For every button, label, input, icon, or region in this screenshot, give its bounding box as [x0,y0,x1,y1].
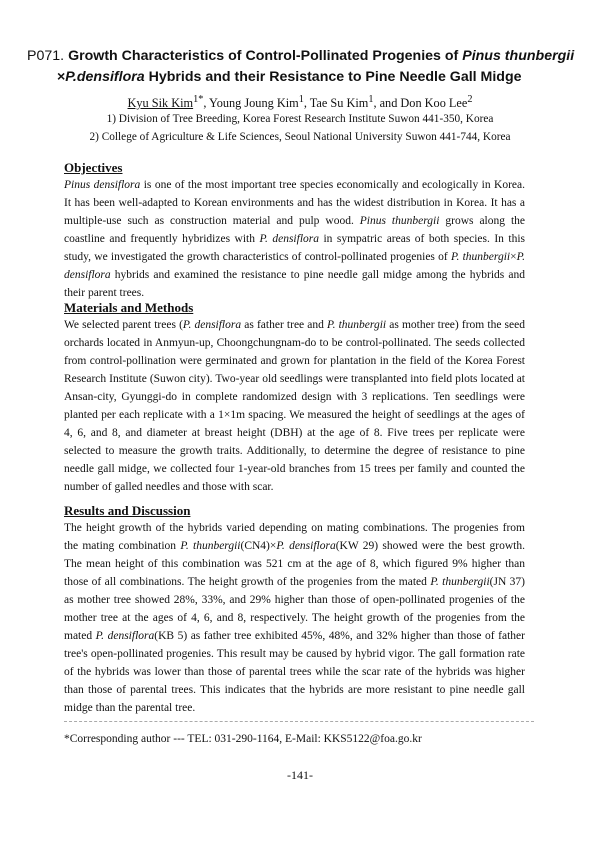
title-text-2: Hybrids and their Resistance to Pine Needle Gall Midge [144,69,522,85]
objectives-paragraph [64,176,525,302]
author-3: , Tae Su Kim [303,96,369,111]
methods-paragraph [64,316,525,496]
text-run: grows along the coastline and frequently hybridizes with [64,215,525,245]
author-1-sup: 1* [193,94,204,105]
species-name: P. densiflora [259,233,319,245]
species-name: P. densiflora [95,630,155,642]
author-2-sup: 1 [298,94,304,105]
affiliation-2: 2) College of Agriculture & Life Sciences, Seoul National University Suwon 441-744, Korea [89,131,511,143]
author-3-sup: 1 [368,94,374,105]
species-name: P. densiflora [182,319,242,331]
footnote-divider [64,721,534,722]
affiliation-1: 1) Division of Tree Breeding, Korea Forest Research Institute Suwon 441-350, Korea [106,113,494,125]
author-4-sup: 2 [467,94,473,105]
text-run: × [510,251,517,263]
text-run: in sympatric areas of both species. In this study, we investigated the growth characteristics of control-pollinated progenies of [64,233,525,263]
text-run: (KW 29) showed were the best growth. The mean height of this combination was 521 cm at the age of 8, which figured 9% higher than those of all combinations. The height growth of the progenies from the mated [64,540,525,588]
text-run: We selected parent trees ( [64,319,183,331]
text-run: The height growth of the hybrids varied depending on mating combinations. The progenies from the mating combination [64,522,525,552]
species-name: P. densiflora [64,251,526,281]
species-name: P. thunbergii [327,319,387,331]
results-heading: Results and Discussion [64,503,191,518]
title-species-2: P.densiflora [65,69,145,85]
text-run: (JN 37) as mother tree showed 28%, 33%, and 29% higher than those of open-pollinated progenies of the mother tree at the ages of 4, 6, and 8, respectively. The height growth of the progenies from the mated [64,576,526,642]
methods-heading: Materials and Methods [64,300,194,315]
text-run: as mother tree) from the seed orchards located in Anmyun-up, Choongchungnam-do to be control-pollinated. The seeds collected from control-pollination were germinated and grown for plantation in the field of the Korea Forest Research Institute (Suwon city). Two-year old seedlings were transplanted into field plots located at Ansan-city, Gyunggi-do in complete randomized design with 3 replications. Ten seedlings were planted per each replicate with a 1×1m spacing. We measured the height of seedlings at the ages of 4, 6, and 8, and diameter at breast height (DBH) at the age of 8. Five trees per replicate were selected to measure the growth traits. Additionally, to determine the degree of resistance to pine needle gall midge, we collected four 1-year-old branches from 15 trees per family and counted the number of galled needles and those with scar. [64,319,525,493]
text-run: hybrids and examined the resistance to pine needle gall midge among the hybrids and their parent trees. [64,269,525,299]
species-name: P. thunbergii [450,251,511,263]
title-species: Pinus thunbergii [462,48,575,64]
text-run: (KB 5) as father tree exhibited 45%, 48%, and 32% higher than those of father tree's open-pollinated progenies. This result may be caused by hybrid vigor. The gall formation rate of the hybrids was lower than those of parental trees while the scar rate of the hybrids was higher than those of parental trees. This indicates that the hybrids are more resistant to pine needle gall midge than the parental tree. [64,630,525,714]
paper-title [27,46,587,88]
title-text: Growth Characteristics of Control-Pollinated Progenies of [68,48,463,64]
species-name: P. thunbergii [430,576,490,588]
author-list [0,94,600,111]
page-number: -141- [287,768,313,782]
text-run: is one of the most important tree species economically and ecologically in Korea. It has been well-adapted to Korean environments and has the widest distribution in Korea. It has a multiple-use such as construction material and pulp wood. [64,179,525,227]
species-name: Pinus densiflora [64,179,141,191]
corresponding-author-note: *Corresponding author --- TEL: 031-290-1164, E-Mail: KKS5122@foa.go.kr [64,733,422,745]
abstract-code: P071. [27,48,65,64]
author-4: , and Don Koo Lee [373,96,468,111]
text-run: as father tree and [241,319,328,331]
title-cross: × [57,69,66,85]
results-paragraph [64,519,525,717]
title-line-2 [27,67,587,88]
author-2: , Young Joung Kim [203,96,299,111]
objectives-heading: Objectives [64,160,123,175]
text-run: (CN4)× [240,540,277,552]
author-1: Kyu Sik Kim [127,96,194,111]
species-name: Pinus thunbergii [359,215,440,227]
species-name: P. densiflora [276,540,336,552]
species-name: P. thunbergii [180,540,241,552]
